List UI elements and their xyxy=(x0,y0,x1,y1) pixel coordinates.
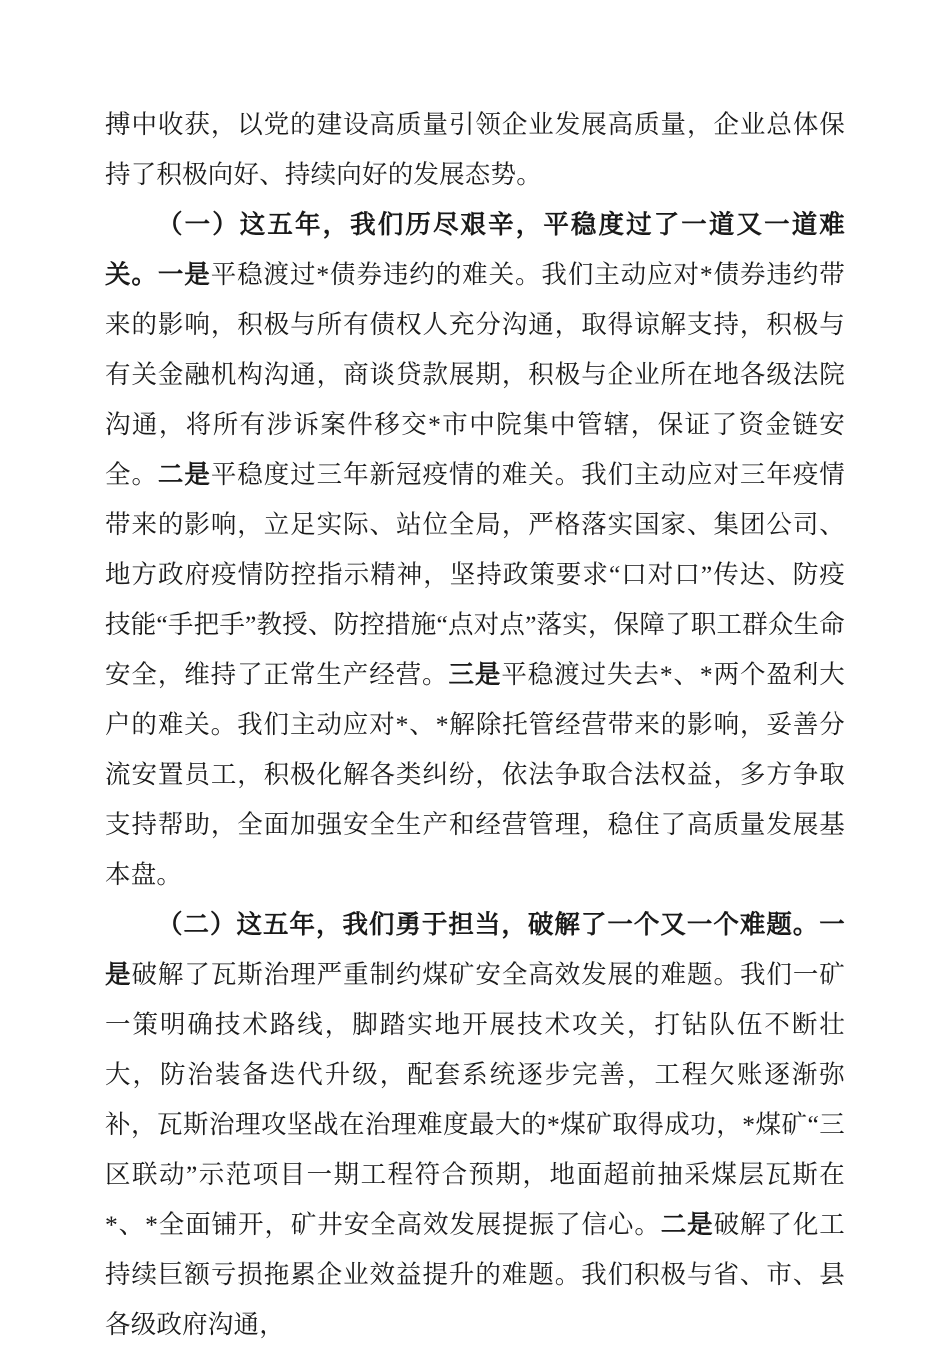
bold-run: 二是 xyxy=(660,1210,714,1239)
text-run: 平稳度过三年新冠疫情的难关。我们主动应对三年疫情带来的影响，立足实际、站位全局，严格落实国家、集团公司、地方政府疫情防控指示精神，坚持政策要求“口对口”传达、防疫技能“手把手”教授、防控措施“点对点”落实，保障了职工群众生命安全，维持了正常生产经营。 xyxy=(105,460,846,689)
text-run: 破解了瓦斯治理严重制约煤矿安全高效发展的难题。我们一矿一策明确技术路线，脚踏实地开展技术攻关，打钻队伍不断壮大，防治装备迭代升级，配套系统逐步完善，工程欠账逐渐弥补，瓦斯治理攻坚战在治理难度最大的*煤矿取得成功，*煤矿“三区联动”示范项目一期工程符合预期，地面超前抽采煤层瓦斯在*、*全面铺开，矿井安全高效发展提振了信心。 xyxy=(105,960,846,1239)
document-body xyxy=(105,100,845,1350)
bold-run: 三是 xyxy=(448,660,502,689)
text-run: 搏中收获，以党的建设高质量引领企业发展高质量，企业总体保持了积极向好、持续向好的发展态势。 xyxy=(105,110,845,189)
bold-run: （二）这五年，我们勇于担当，破解了一个又一个难题。一是 xyxy=(105,910,845,989)
bold-run: （一）这五年，我们历尽艰辛，平稳度过了一道又一道难关。一是 xyxy=(105,210,845,289)
para-section-one xyxy=(105,200,845,900)
para-continuation xyxy=(105,100,845,200)
text-run: 平稳渡过*债券违约的难关。我们主动应对*债券违约带来的影响，积极与所有债权人充分沟通，取得谅解支持，积极与有关金融机构沟通，商谈贷款展期，积极与企业所在地各级法院沟通，将所有涉诉案件移交*市中院集中管辖，保证了资金链安全。 xyxy=(105,260,845,489)
text-run: 破解了化工持续巨额亏损拖累企业效益提升的难题。我们积极与省、市、县各级政府沟通， xyxy=(105,1210,845,1339)
bold-run: 二是 xyxy=(157,460,211,489)
text-run: 平稳渡过失去*、*两个盈利大户的难关。我们主动应对*、*解除托管经营带来的影响，妥善分流安置员工，积极化解各类纠纷，依法争取合法权益，多方争取支持帮助，全面加强安全生产和经营管理，稳住了高质量发展基本盘。 xyxy=(105,660,845,889)
para-section-two xyxy=(105,900,845,1350)
